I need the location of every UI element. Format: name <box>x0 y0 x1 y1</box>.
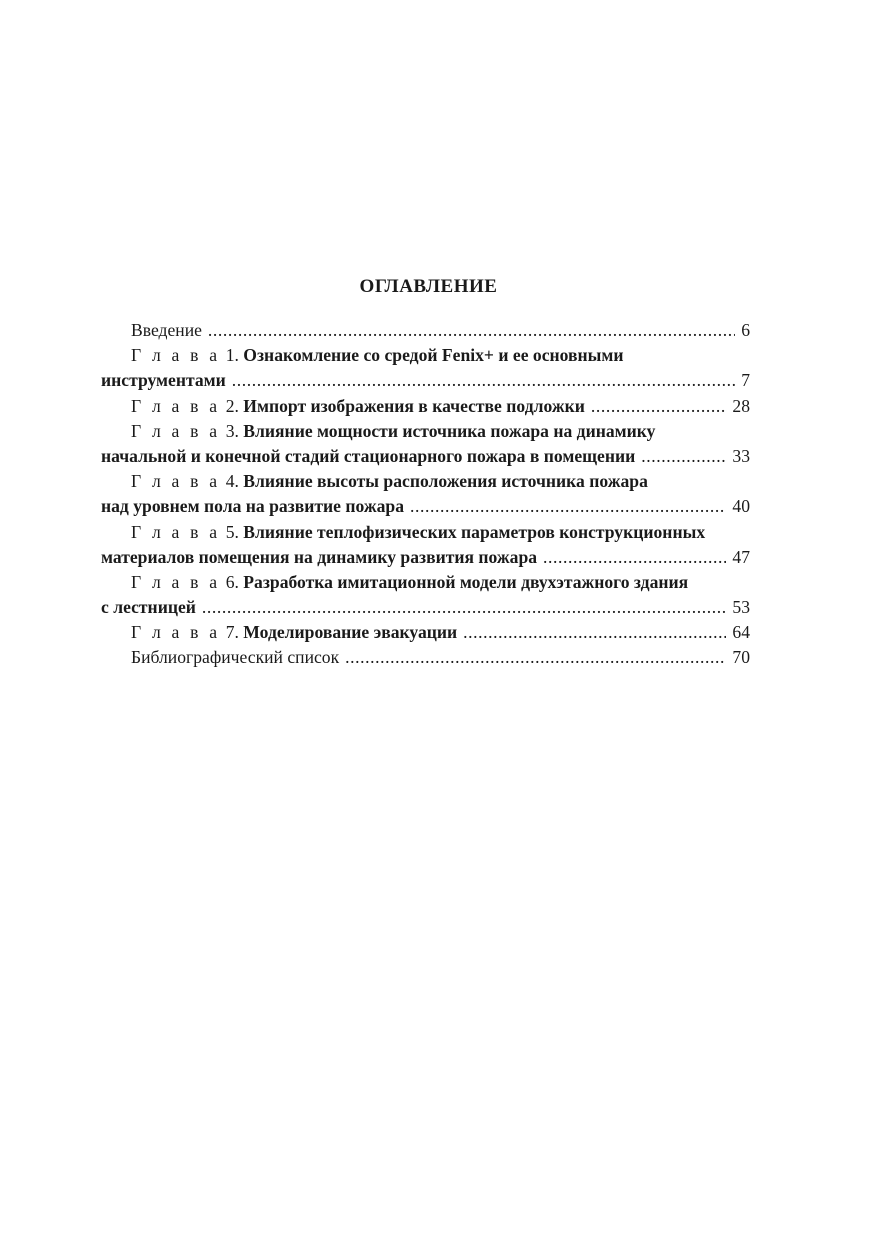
toc-page-number: 53 <box>732 597 750 618</box>
chapter-word: Г л а в а <box>131 571 221 592</box>
toc-entry-chapter-6-cont[interactable] <box>101 595 750 620</box>
toc-entry-chapter-4-cont[interactable] <box>101 494 750 519</box>
toc-entry-label: Введение <box>131 320 202 340</box>
chapter-number: 3. <box>225 420 239 441</box>
chapter-title: Влияние теплофизических параметров конструкционных <box>243 521 706 542</box>
toc-entry-chapter-7[interactable] <box>101 620 750 645</box>
chapter-word: Г л а в а <box>131 471 221 492</box>
toc-page-number: 33 <box>732 445 750 466</box>
toc-entry-chapter-2[interactable] <box>101 394 750 419</box>
toc-entry-label: Библиографический список <box>131 647 340 668</box>
chapter-word: Г л а в а <box>131 521 221 542</box>
chapter-title-continuation: материалов помещения на динамику развития пожара <box>101 546 538 567</box>
chapter-title-continuation: инструментами <box>101 370 226 391</box>
toc-entry-chapter-1-cont[interactable] <box>101 368 750 393</box>
dot-leader <box>641 444 726 469</box>
dot-leader <box>463 620 726 645</box>
toc-entry-chapter-6[interactable] <box>101 570 750 595</box>
dot-leader <box>345 645 726 670</box>
chapter-title: Влияние мощности источника пожара на динамику <box>243 420 656 441</box>
chapter-word: Г л а в а <box>131 420 221 441</box>
chapter-title: Импорт изображения в качестве подложки <box>243 395 585 416</box>
toc-entry-chapter-4[interactable] <box>101 469 750 494</box>
toc-entry-introduction[interactable] <box>101 318 750 343</box>
dot-leader <box>543 545 726 570</box>
toc-entry-chapter-5-cont[interactable] <box>101 545 750 570</box>
chapter-title-continuation: над уровнем пола на развитие пожара <box>101 496 405 517</box>
chapter-number: 7. <box>225 622 239 643</box>
toc-page-number: 7 <box>741 370 750 391</box>
toc-entry-chapter-1[interactable] <box>101 343 750 368</box>
chapter-title: Влияние высоты расположения источника пожара <box>243 471 648 492</box>
dot-leader <box>591 394 727 419</box>
chapter-word: Г л а в а <box>131 395 221 416</box>
dot-leader <box>202 595 726 620</box>
chapter-number: 2. <box>225 395 239 416</box>
toc-title: ОГЛАВЛЕНИЕ <box>359 276 498 297</box>
toc-page-number: 40 <box>732 496 750 517</box>
chapter-word: Г л а в а <box>131 345 221 366</box>
dot-leader <box>410 494 726 519</box>
chapter-word: Г л а в а <box>131 622 221 643</box>
toc-entry-chapter-5[interactable] <box>101 520 750 545</box>
toc-page-number: 70 <box>732 647 750 668</box>
chapter-title: Моделирование эвакуации <box>243 622 458 643</box>
chapter-title-continuation: с лестницей <box>101 597 196 618</box>
chapter-title: Ознакомление со средой Fenix+ и ее основными <box>243 345 624 366</box>
toc-entry-chapter-3[interactable] <box>101 419 750 444</box>
toc-entry-bibliography[interactable] <box>101 645 750 670</box>
dot-leader <box>208 318 735 343</box>
toc-page-number: 64 <box>732 622 750 643</box>
toc-page-number: 6 <box>741 320 750 340</box>
toc-page-number: 47 <box>732 546 750 567</box>
table-of-contents <box>101 318 750 671</box>
chapter-number: 6. <box>225 571 239 592</box>
chapter-title: Разработка имитационной модели двухэтажного здания <box>243 571 689 592</box>
chapter-title-continuation: начальной и конечной стадий стационарного пожара в помещении <box>101 445 636 466</box>
dot-leader <box>232 368 735 393</box>
toc-page-number: 28 <box>732 395 750 416</box>
chapter-number: 5. <box>225 521 239 542</box>
chapter-number: 4. <box>225 471 239 492</box>
toc-entry-chapter-3-cont[interactable] <box>101 444 750 469</box>
chapter-number: 1. <box>225 345 239 366</box>
